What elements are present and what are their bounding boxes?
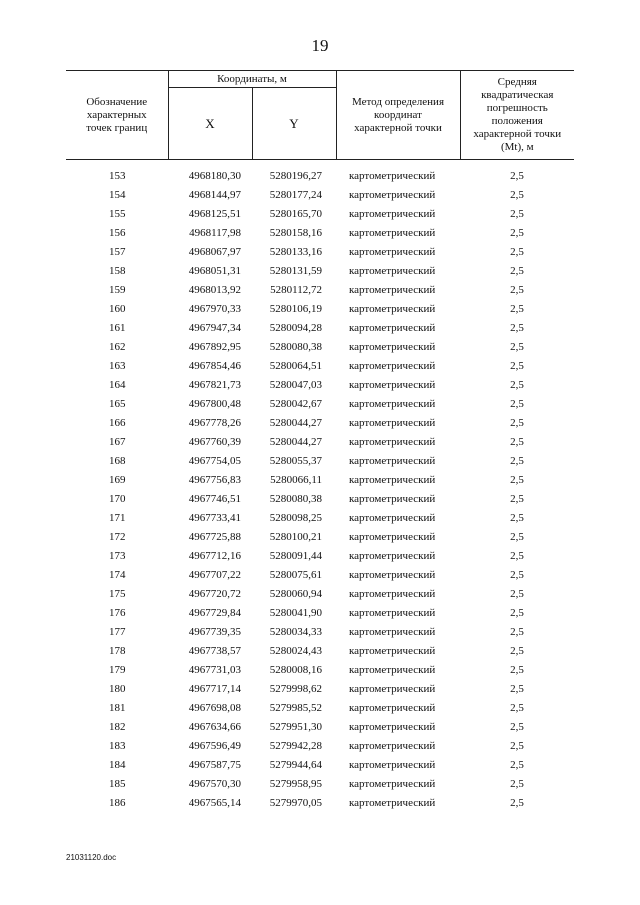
error-cell: 2,5 — [510, 511, 524, 524]
method-cell: картометрический — [349, 169, 436, 182]
method-cell: картометрический — [349, 796, 436, 809]
error-cell: 2,5 — [510, 245, 524, 258]
coord-x-cell: 4967698,08 — [188, 701, 241, 714]
coord-x-cell: 4967778,26 — [188, 416, 241, 429]
error-cell: 2,5 — [510, 226, 524, 239]
coord-x-cell: 4967634,66 — [188, 720, 241, 733]
point-id-cell: 171 — [109, 511, 126, 524]
coord-y-cell: 5279985,52 — [269, 701, 322, 714]
point-id-cell: 154 — [109, 188, 126, 201]
error-cell: 2,5 — [510, 378, 524, 391]
header-coordinates: Координаты, м — [168, 71, 336, 88]
table-row — [66, 451, 574, 470]
method-cell: картометрический — [349, 720, 436, 733]
point-id-cell: 158 — [109, 264, 126, 277]
coord-y-cell: 5280064,51 — [269, 359, 322, 372]
method-cell: картометрический — [349, 435, 436, 448]
coord-y-cell: 5280112,72 — [270, 283, 322, 296]
error-cell: 2,5 — [510, 340, 524, 353]
table-header — [66, 71, 574, 160]
coord-x-cell: 4967947,34 — [188, 321, 241, 334]
coord-x-cell: 4967738,57 — [188, 644, 241, 657]
coord-y-cell: 5280158,16 — [269, 226, 322, 239]
table-row — [66, 508, 574, 527]
method-cell: картометрический — [349, 378, 436, 391]
error-cell: 2,5 — [510, 663, 524, 676]
method-cell: картометрический — [349, 226, 436, 239]
boundary-points-table-container — [66, 70, 574, 812]
coord-x-cell: 4968144,97 — [188, 188, 241, 201]
method-cell: картометрический — [349, 549, 436, 562]
error-cell: 2,5 — [510, 796, 524, 809]
coord-x-cell: 4967596,49 — [188, 739, 241, 752]
coord-y-cell: 5280034,33 — [269, 625, 322, 638]
table-row — [66, 413, 574, 432]
table-row — [66, 489, 574, 508]
coord-y-cell: 5280165,70 — [269, 207, 322, 220]
method-cell: картометрический — [349, 625, 436, 638]
error-cell: 2,5 — [510, 777, 524, 790]
method-cell: картометрический — [349, 359, 436, 372]
point-id-cell: 177 — [109, 625, 126, 638]
method-cell: картометрический — [349, 473, 436, 486]
point-id-cell: 172 — [109, 530, 126, 543]
coord-y-cell: 5279951,30 — [269, 720, 322, 733]
coord-y-cell: 5280100,21 — [269, 530, 322, 543]
point-id-cell: 182 — [109, 720, 126, 733]
coord-x-cell: 4967717,14 — [188, 682, 241, 695]
coord-x-cell: 4967565,14 — [188, 796, 241, 809]
coord-y-cell: 5280196,27 — [269, 169, 322, 182]
coord-x-cell: 4968051,31 — [188, 264, 241, 277]
table-row — [66, 185, 574, 204]
table-row — [66, 755, 574, 774]
coord-y-cell: 5279942,28 — [269, 739, 322, 752]
error-cell: 2,5 — [510, 283, 524, 296]
point-id-cell: 184 — [109, 758, 126, 771]
coord-y-cell: 5280091,44 — [269, 549, 322, 562]
method-cell: картометрический — [349, 511, 436, 524]
boundary-points-table — [66, 70, 574, 812]
method-cell: картометрический — [349, 264, 436, 277]
coord-y-cell: 5280066,11 — [270, 473, 322, 486]
coord-x-cell: 4967725,88 — [188, 530, 241, 543]
point-id-cell: 166 — [109, 416, 126, 429]
point-id-cell: 176 — [109, 606, 126, 619]
coord-y-cell: 5280042,67 — [269, 397, 322, 410]
coord-y-cell: 5280080,38 — [269, 492, 322, 505]
table-row — [66, 223, 574, 242]
method-cell: картометрический — [349, 530, 436, 543]
coord-x-cell: 4967854,46 — [188, 359, 241, 372]
method-cell: картометрический — [349, 340, 436, 353]
method-cell: картометрический — [349, 492, 436, 505]
table-row — [66, 375, 574, 394]
point-id-cell: 181 — [109, 701, 126, 714]
point-id-cell: 153 — [109, 169, 126, 182]
error-cell: 2,5 — [510, 739, 524, 752]
header-method: Метод определения координат характерной точки — [336, 71, 460, 160]
method-cell: картометрический — [349, 302, 436, 315]
table-row — [66, 394, 574, 413]
coord-x-cell: 4967821,73 — [188, 378, 241, 391]
error-cell: 2,5 — [510, 188, 524, 201]
coord-x-cell: 4967760,39 — [188, 435, 241, 448]
error-cell: 2,5 — [510, 720, 524, 733]
method-cell: картометрический — [349, 245, 436, 258]
table-row — [66, 679, 574, 698]
coord-x-cell: 4968067,97 — [188, 245, 241, 258]
error-cell: 2,5 — [510, 359, 524, 372]
error-cell: 2,5 — [510, 397, 524, 410]
point-id-cell: 180 — [109, 682, 126, 695]
method-cell: картометрический — [349, 207, 436, 220]
table-row — [66, 565, 574, 584]
point-id-cell: 167 — [109, 435, 126, 448]
coord-x-cell: 4967756,83 — [188, 473, 241, 486]
coord-x-cell: 4967733,41 — [188, 511, 241, 524]
coord-y-cell: 5280080,38 — [269, 340, 322, 353]
coord-y-cell: 5280044,27 — [269, 416, 322, 429]
table-row — [66, 432, 574, 451]
error-cell: 2,5 — [510, 606, 524, 619]
method-cell: картометрический — [349, 188, 436, 201]
coord-y-cell: 5280133,16 — [269, 245, 322, 258]
table-row — [66, 160, 574, 186]
point-id-cell: 168 — [109, 454, 126, 467]
method-cell: картометрический — [349, 321, 436, 334]
method-cell: картометрический — [349, 739, 436, 752]
table-row — [66, 584, 574, 603]
point-id-cell: 165 — [109, 397, 126, 410]
error-cell: 2,5 — [510, 454, 524, 467]
table-row — [66, 622, 574, 641]
method-cell: картометрический — [349, 644, 436, 657]
point-id-cell: 159 — [109, 283, 126, 296]
coord-y-cell: 5280106,19 — [269, 302, 322, 315]
point-id-cell: 170 — [109, 492, 126, 505]
method-cell: картометрический — [349, 454, 436, 467]
coord-y-cell: 5280075,61 — [269, 568, 322, 581]
error-cell: 2,5 — [510, 701, 524, 714]
method-cell: картометрический — [349, 606, 436, 619]
table-row — [66, 280, 574, 299]
point-id-cell: 185 — [109, 777, 126, 790]
method-cell: картометрический — [349, 568, 436, 581]
coord-y-cell: 5279998,62 — [269, 682, 322, 695]
table-row — [66, 698, 574, 717]
error-cell: 2,5 — [510, 758, 524, 771]
header-x: X — [168, 88, 252, 160]
coord-x-cell: 4967707,22 — [188, 568, 241, 581]
error-cell: 2,5 — [510, 587, 524, 600]
point-id-cell: 157 — [109, 245, 126, 258]
point-id-cell: 155 — [109, 207, 126, 220]
coord-x-cell: 4968125,51 — [188, 207, 241, 220]
error-cell: 2,5 — [510, 435, 524, 448]
coord-y-cell: 5279958,95 — [269, 777, 322, 790]
table-row — [66, 527, 574, 546]
table-row — [66, 318, 574, 337]
coord-y-cell: 5280060,94 — [269, 587, 322, 600]
point-id-cell: 174 — [109, 568, 126, 581]
header-designation: Обозначение характерных точек границ — [66, 71, 168, 160]
coord-y-cell: 5280131,59 — [269, 264, 322, 277]
table-row — [66, 546, 574, 565]
error-cell: 2,5 — [510, 625, 524, 638]
coord-y-cell: 5280008,16 — [269, 663, 322, 676]
point-id-cell: 178 — [109, 644, 126, 657]
coord-x-cell: 4967731,03 — [188, 663, 241, 676]
coord-x-cell: 4967712,16 — [188, 549, 241, 562]
coord-x-cell: 4967570,30 — [188, 777, 241, 790]
coord-y-cell: 5279944,64 — [269, 758, 322, 771]
method-cell: картометрический — [349, 758, 436, 771]
table-row — [66, 470, 574, 489]
point-id-cell: 162 — [109, 340, 126, 353]
table-row — [66, 204, 574, 223]
point-id-cell: 164 — [109, 378, 126, 391]
header-error: Средняя квадратическая погрешность положения характерной точки (Mt), м — [460, 71, 574, 160]
method-cell: картометрический — [349, 777, 436, 790]
coord-x-cell: 4967746,51 — [188, 492, 241, 505]
table-row — [66, 660, 574, 679]
coord-x-cell: 4967754,05 — [188, 454, 241, 467]
error-cell: 2,5 — [510, 473, 524, 486]
coord-x-cell: 4967970,33 — [188, 302, 241, 315]
table-row — [66, 242, 574, 261]
coord-y-cell: 5279970,05 — [269, 796, 322, 809]
method-cell: картометрический — [349, 682, 436, 695]
table-row — [66, 774, 574, 793]
table-row — [66, 337, 574, 356]
point-id-cell: 163 — [109, 359, 126, 372]
error-cell: 2,5 — [510, 549, 524, 562]
coord-x-cell: 4968117,98 — [189, 226, 241, 239]
table-row — [66, 641, 574, 660]
table-row — [66, 356, 574, 375]
footer-filename: 21031120.doc — [66, 853, 117, 862]
method-cell: картометрический — [349, 701, 436, 714]
point-id-cell: 169 — [109, 473, 126, 486]
error-cell: 2,5 — [510, 302, 524, 315]
coord-y-cell: 5280047,03 — [269, 378, 322, 391]
error-cell: 2,5 — [510, 264, 524, 277]
coord-x-cell: 4967892,95 — [188, 340, 241, 353]
table-body — [66, 160, 574, 813]
error-cell: 2,5 — [510, 644, 524, 657]
coord-x-cell: 4967720,72 — [188, 587, 241, 600]
method-cell: картометрический — [349, 587, 436, 600]
coord-x-cell: 4967729,84 — [188, 606, 241, 619]
error-cell: 2,5 — [510, 492, 524, 505]
coord-x-cell: 4968180,30 — [188, 169, 241, 182]
coord-y-cell: 5280094,28 — [269, 321, 322, 334]
coord-y-cell: 5280055,37 — [269, 454, 322, 467]
error-cell: 2,5 — [510, 568, 524, 581]
point-id-cell: 160 — [109, 302, 126, 315]
coord-y-cell: 5280098,25 — [269, 511, 322, 524]
coord-x-cell: 4967800,48 — [188, 397, 241, 410]
point-id-cell: 161 — [109, 321, 126, 334]
point-id-cell: 175 — [109, 587, 126, 600]
point-id-cell: 173 — [109, 549, 126, 562]
error-cell: 2,5 — [510, 207, 524, 220]
point-id-cell: 186 — [109, 796, 126, 809]
table-row — [66, 793, 574, 812]
coord-x-cell: 4967587,75 — [188, 758, 241, 771]
error-cell: 2,5 — [510, 530, 524, 543]
method-cell: картометрический — [349, 283, 436, 296]
error-cell: 2,5 — [510, 682, 524, 695]
point-id-cell: 179 — [109, 663, 126, 676]
method-cell: картометрический — [349, 416, 436, 429]
coord-y-cell: 5280041,90 — [269, 606, 322, 619]
table-row — [66, 261, 574, 280]
coord-y-cell: 5280044,27 — [269, 435, 322, 448]
page-number: 19 — [311, 36, 329, 55]
method-cell: картометрический — [349, 663, 436, 676]
error-cell: 2,5 — [510, 321, 524, 334]
point-id-cell: 156 — [109, 226, 126, 239]
error-cell: 2,5 — [510, 169, 524, 182]
error-cell: 2,5 — [510, 416, 524, 429]
method-cell: картометрический — [349, 397, 436, 410]
coord-y-cell: 5280024,43 — [269, 644, 322, 657]
table-row — [66, 736, 574, 755]
table-row — [66, 603, 574, 622]
coord-x-cell: 4968013,92 — [188, 283, 241, 296]
point-id-cell: 183 — [109, 739, 126, 752]
table-row — [66, 299, 574, 318]
table-row — [66, 717, 574, 736]
header-y: Y — [252, 88, 336, 160]
coord-y-cell: 5280177,24 — [269, 188, 322, 201]
coord-x-cell: 4967739,35 — [188, 625, 241, 638]
